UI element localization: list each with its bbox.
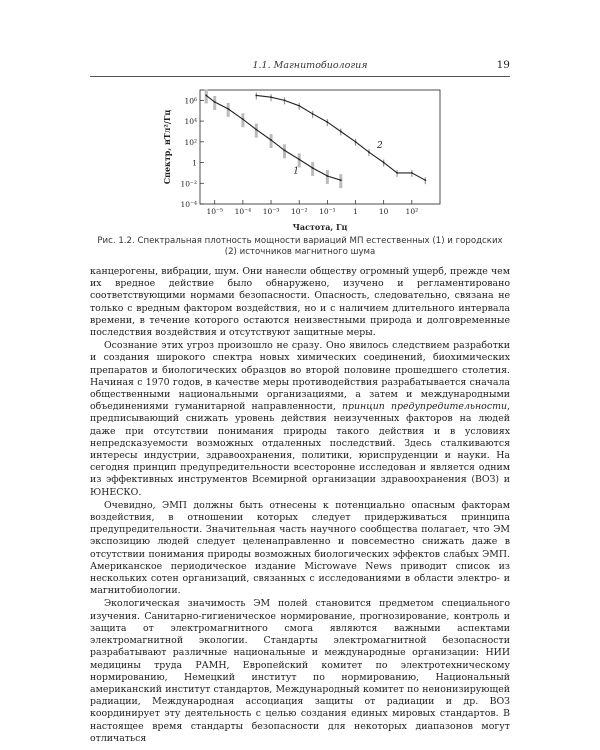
x-tick-label: 10⁻⁴ bbox=[234, 207, 252, 216]
series-1-point bbox=[227, 108, 229, 110]
series-1-line bbox=[206, 95, 341, 180]
series-1-point bbox=[340, 179, 342, 181]
series-2-point bbox=[383, 162, 385, 164]
paragraph-2 bbox=[90, 340, 510, 499]
figure-caption: Рис. 1.2. Спектральная плотность мощности вариаций МП естественных (1) и городских (2) источников магнитного шума bbox=[97, 236, 503, 257]
x-tick-label: 1 bbox=[353, 207, 358, 216]
x-tick-label: 10⁻¹ bbox=[319, 207, 336, 216]
series-2-line bbox=[256, 95, 425, 180]
section-title: 1.1. Магнитобиология bbox=[252, 60, 368, 71]
spectrum-chart bbox=[160, 84, 450, 234]
series-1-point bbox=[284, 149, 286, 151]
series-1-point bbox=[312, 167, 314, 169]
series-2-point bbox=[326, 121, 328, 123]
page-number: 19 bbox=[496, 59, 510, 71]
y-tick-label: 10² bbox=[184, 137, 197, 147]
x-axis-label: Частота, Гц bbox=[292, 222, 348, 232]
spectrum-figure bbox=[160, 84, 450, 234]
series-2-point bbox=[411, 172, 413, 174]
series-1-point bbox=[242, 118, 244, 120]
x-tick-label: 10 bbox=[378, 207, 389, 216]
series-1-point bbox=[298, 159, 300, 161]
y-tick-label: 10⁴ bbox=[184, 117, 197, 127]
paragraph-2-lead: Осознание этих угроз произошло не сразу. Оно явилось следствием разработки и создания широкого спектра новых химических соединений, биохимических препаратов и биологических образцов во второй половине прошедшего столетия. Начиная с 1970 годов, в качестве меры противодействия разрабатывается сначала общественными национальными организациями, а затем и международными объединениями гуманитарной направленности, bbox=[90, 340, 510, 413]
series-1-point bbox=[214, 101, 216, 103]
series-2-label: 2 bbox=[376, 141, 383, 152]
x-tick-label: 10⁻⁵ bbox=[206, 207, 223, 216]
y-tick-label: 10⁻⁴ bbox=[180, 200, 197, 209]
paragraph-2-tail: , предписывающий снижать уровень действия неизученных факторов на людей даже при отсутствии понимания природы такого действия и в условиях непредсказуемости возможных отдаленных последствий. Здесь сталкиваются интересы индустрии, здравоохранения, политики, юриспруденции и науки. На сегодня принцип предупредительности всесторонне исследован и является одним из эффективных инструментов Всемирной организации здравоохранения (ВОЗ) и ЮНЕСКО. bbox=[90, 401, 510, 498]
series-labels bbox=[293, 141, 383, 176]
running-header bbox=[90, 60, 510, 77]
series-group bbox=[205, 89, 426, 188]
x-tick-label: 10⁻³ bbox=[262, 207, 280, 216]
y-tick-label: 1 bbox=[192, 158, 197, 168]
series-2-point bbox=[424, 179, 426, 181]
series-2-point bbox=[340, 131, 342, 133]
body-text bbox=[90, 266, 510, 745]
series-2-point bbox=[270, 96, 272, 98]
series-1-point bbox=[270, 139, 272, 141]
series-2-point bbox=[284, 99, 286, 101]
series-2-point bbox=[312, 113, 314, 115]
y-tick-label: 10⁶ bbox=[184, 96, 197, 106]
series-1-point bbox=[326, 175, 328, 177]
x-ticks bbox=[206, 200, 418, 216]
paragraph-4: Экологическая значимость ЭМ полей становится предметом специального изучения. Санитарно-гигиеническое нормирование, прогнозирование, контроль и защита от электромагнитного смога являются важными аспектами электромагнитной экологии. Стандарты электромагнитной безопасности разрабатывают различные национальные и международные организации: НИИ медицины труда РАМН, Европейский комитет по электротехническому нормированию, Немецкий институт по нормированию, Национальный американский институт стандартов, Международный комитет по неионизирующей радиации, Международная ассоциация защиты от радиации и др. ВОЗ координирует эту деятельность с целью создания единых мировых стандартов. В настоящее время стандарты безопасности для некоторых диапазонов могут отличаться bbox=[90, 598, 510, 744]
x-tick-label: 10² bbox=[405, 207, 419, 216]
series-1-point bbox=[255, 129, 257, 131]
series-1-label: 1 bbox=[293, 166, 299, 177]
series-1-point bbox=[205, 95, 207, 97]
paragraph-1: канцерогены, вибрации, шум. Они нанесли обществу огромный ущерб, прежде чем их вредное действие было обнаружено, изучено и регламентировано соответствующими нормами безопасности. Опасность, следовательно, связана не только с вредным фактором воздействия, но и с наличием длительного интервала времени, в течение которого остаются неизвестными природа и долговременные последствия воздействия и отсутствуют защитные меры. bbox=[90, 266, 510, 339]
x-tick-label: 10⁻² bbox=[290, 207, 308, 216]
series-2-point bbox=[298, 105, 300, 107]
y-tick-label: 10⁻² bbox=[180, 179, 197, 189]
y-ticks bbox=[180, 96, 204, 209]
series-2-point bbox=[255, 95, 257, 97]
series-2-point bbox=[355, 141, 357, 143]
series-2-point bbox=[396, 172, 398, 174]
series-2-point bbox=[368, 151, 370, 153]
paragraph-2-term: принцип предупредительности bbox=[341, 401, 508, 413]
plot-frame bbox=[200, 90, 440, 204]
y-axis-label: Спектр, нТл²/Гц bbox=[162, 109, 172, 185]
paragraph-3: Очевидно, ЭМП должны быть отнесены к потенциально опасным факторам воздействия, в отношении которых следует придерживаться принципа предупредительности. Значительная часть научного сообщества полагает, что ЭМ экспозицию людей следует целенаправленно и повсеместно снижать даже в отсутствии понимания природы возможных биологических эффектов слабых ЭМП. Американское периодическое издание Microwave News приводит список из нескольких сотен организаций, связанных с исследованиями в области электро- и магнитобиологии. bbox=[90, 499, 510, 597]
